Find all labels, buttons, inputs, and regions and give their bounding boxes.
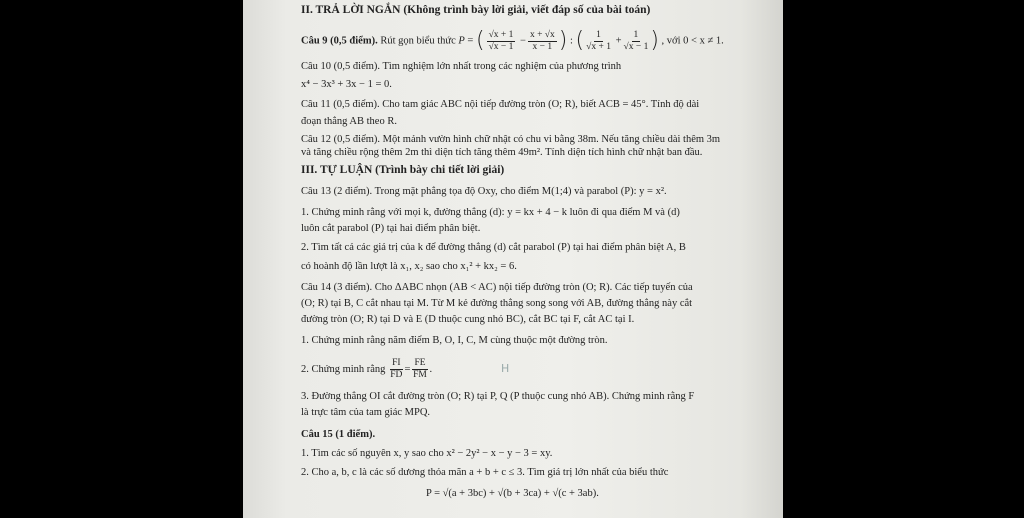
q14-line3: đường tròn (O; R) tại D và E (D thuộc cung nhỏ BC), cắt BC tại F, cắt AC tại I. (301, 314, 635, 325)
q10-line2: x⁴ − 3x³ + 3x − 1 = 0. (301, 79, 392, 90)
fraction-fm: FM (413, 370, 427, 381)
q13-1b: luôn cắt parabol (P) tại hai điểm phân biệt. (301, 223, 481, 234)
q14-3a: 3. Đường thẳng OI cắt đường tròn (O; R) tại P, Q (P thuộc cung nhỏ AB). Chứng minh rằng F (301, 391, 695, 402)
q9-label: Câu 9 (0,5 điểm). (301, 35, 378, 47)
q11-line1: Câu 11 (0,5 điểm). Cho tam giác ABC nội tiếp đường tròn (O; R), biết ACB = 45°. Tính độ dài (301, 99, 700, 110)
q15-label: Câu 15 (1 điểm). (301, 429, 376, 440)
part3-heading: III. TỰ LUẬN (Trình bày chi tiết lời giải) (301, 164, 505, 176)
q12-line2: và tăng chiều rộng thêm 2m thì diện tích tăng thêm 49m². Tính diện tích hình chữ nhật ban đầu. (301, 147, 703, 158)
q15-formula: P = √(a + 3bc) + √(b + 3ca) + √(c + 3ab). (426, 488, 599, 499)
q15-1: 1. Tìm các số nguyên x, y sao cho x² − 2y² − x − y − 3 = xy. (301, 448, 553, 459)
exam-paper (243, 0, 783, 518)
q14-2-lead: 2. Chứng minh rằng (301, 364, 386, 375)
q13-1a: 1. Chứng minh rằng với mọi k, đường thẳng (d): y = kx + 4 − k luôn đi qua điểm M và (d) (301, 207, 680, 218)
q13-2a: 2. Tìm tất cả các giá trị của k để đường thẳng (d) cắt parabol (P) tại hai điểm phân biệt A, B (301, 242, 686, 253)
q10-line1: Câu 10 (0,5 điểm). Tìm nghiệm lớn nhất trong các nghiệm của phương trình (301, 61, 622, 72)
q9-text: Rút gọn biểu thức (380, 35, 456, 47)
q12-line1: Câu 12 (0,5 điểm). Một mảnh vườn hình chữ nhật có chu vi bằng 38m. Nếu tăng chiều dài thêm 3m (301, 134, 721, 145)
q14-2: 2. Chứng minh rằng $\frac{FI}{FD}$ = $\frac{FE}{FM}$ . (301, 358, 433, 381)
q9-condition: , với 0 < x ≠ 1. (661, 35, 724, 47)
q13-2b: có hoành độ lần lượt là x₁, x₂ sao cho x₁² + kx₂ = 6. (301, 261, 517, 272)
q11-line2: đoạn thẳng AB theo R. (301, 116, 397, 127)
q13-line: Câu 13 (2 điểm). Trong mặt phẳng tọa độ Oxy, cho điểm M(1;4) và parabol (P): y = x². (301, 186, 667, 197)
q15-2: 2. Cho a, b, c là các số dương thỏa mãn a + b + c ≤ 3. Tìm giá trị lớn nhất của biểu thức (301, 467, 669, 478)
q14-3b: là trực tâm của tam giác MPQ. (301, 407, 431, 418)
fraction-fd: FD (390, 370, 403, 381)
question-9: Câu 9 (0,5 điểm). Rút gọn biểu thức P = ( $\frac{√x + 1}{√x - 1}$ − $\frac{x + √x}{x - 1}$ ) : ( $\frac{1}{√x + 1}$ + $\frac{1}{√x - 1}$ ) , với 0 < x ≠ 1. (301, 28, 724, 53)
q14-1: 1. Chứng minh rằng năm điểm B, O, I, C, M cùng thuộc một đường tròn. (301, 335, 608, 346)
fraction-fi: FI (392, 358, 401, 369)
q14-line2: (O; R) tại B, C cắt nhau tại M. Từ M kẻ đường thẳng song song với AB, đường thẳng này cắt (301, 298, 693, 309)
q14-line1: Câu 14 (3 điểm). Cho ΔABC nhọn (AB < AC) nội tiếp đường tròn (O; R). Các tiếp tuyến của (301, 282, 693, 293)
handwritten-mark: H (501, 362, 510, 375)
part2-heading: II. TRẢ LỜI NGẮN (Không trình bày lời giải, viết đáp số của bài toán) (301, 4, 651, 16)
fraction-fe: FE (414, 358, 426, 369)
